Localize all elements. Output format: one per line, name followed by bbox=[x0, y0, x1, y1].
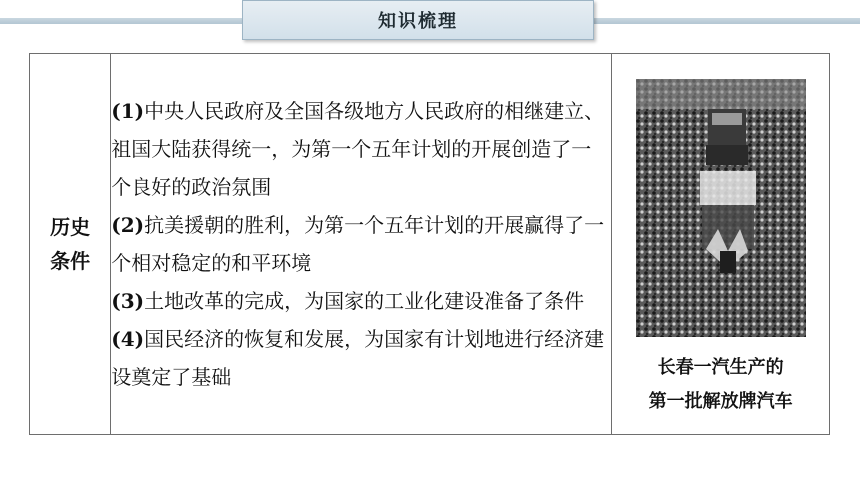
list-item bbox=[111, 282, 611, 320]
row-label bbox=[30, 210, 110, 278]
content-cell bbox=[111, 54, 612, 435]
list-item bbox=[111, 320, 611, 396]
item-number: (2) bbox=[111, 213, 145, 237]
item-number: (4) bbox=[111, 327, 145, 351]
list-item bbox=[111, 92, 611, 206]
item-number: (1) bbox=[111, 99, 145, 123]
table-row bbox=[30, 54, 830, 435]
section-banner bbox=[242, 0, 594, 40]
crowd-photo-image bbox=[636, 79, 806, 337]
historical-photo bbox=[636, 79, 806, 337]
item-text: 中央人民政府及全国各级地方人民政府的相继建立、祖国大陆获得统一，为第一个五年计划的开展创造了一个良好的政治氛围 bbox=[111, 99, 605, 199]
item-text: 抗美援朝的胜利，为第一个五年计划的开展赢得了一个相对稳定的和平环境 bbox=[111, 213, 605, 275]
caption-line-2: 第一批解放牌汽车 bbox=[648, 391, 793, 412]
list-item bbox=[111, 206, 611, 282]
photo-caption bbox=[612, 351, 829, 419]
row-label-line-2: 条件 bbox=[50, 249, 91, 273]
photo-cell bbox=[612, 54, 830, 435]
item-text: 国民经济的恢复和发展，为国家有计划地进行经济建设奠定了基础 bbox=[111, 327, 605, 389]
section-title: 知识梳理 bbox=[378, 11, 458, 32]
item-text: 土地改革的完成，为国家的工业化建设准备了条件 bbox=[144, 289, 585, 313]
caption-line-1: 长春一汽生产的 bbox=[657, 357, 784, 378]
row-label-cell bbox=[30, 54, 111, 435]
item-number: (3) bbox=[111, 289, 145, 313]
conditions-table bbox=[29, 53, 830, 435]
row-label-line-1: 历史 bbox=[50, 215, 91, 239]
